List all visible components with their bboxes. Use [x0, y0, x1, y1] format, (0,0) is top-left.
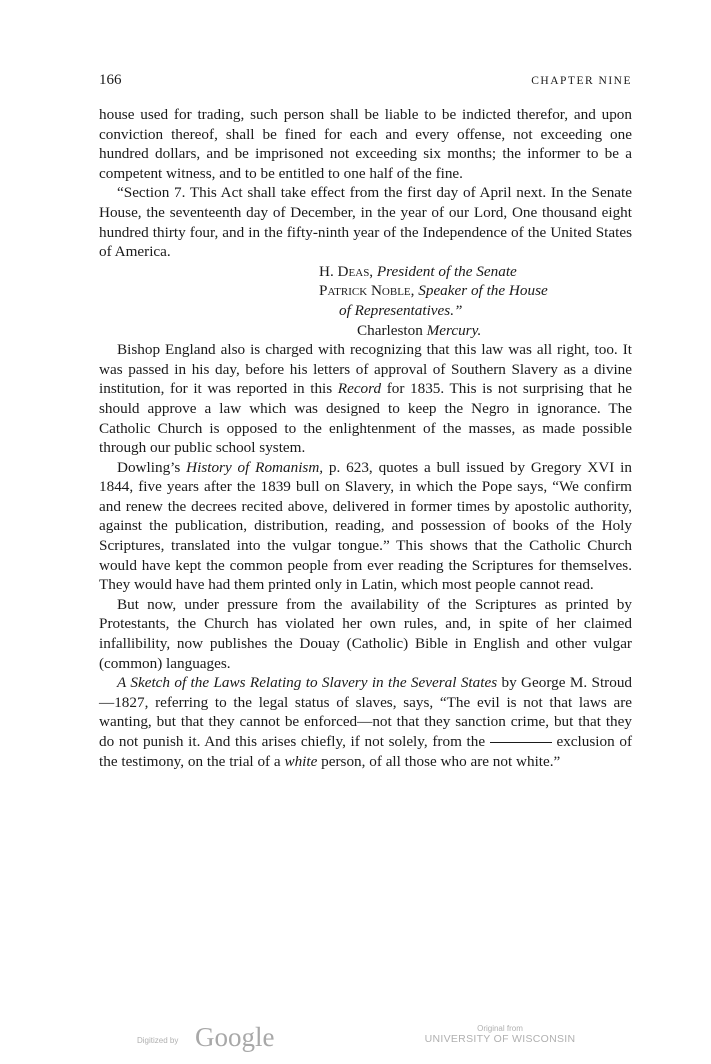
- digitized-by-label: Digitized by: [137, 1036, 179, 1045]
- page-header: [99, 72, 632, 89]
- paragraph-3-text-a: Bishop England also is charged with recognizing that this law was all right, too. It was passed in his day, before his letters of approval of Southern Slavery as a divine institution, for it was reported in this: [99, 341, 632, 398]
- paragraph-2: “Section 7. This Act shall take effect from the first day of April next. In the Senate House, the seventeenth day of December, in the year of our Lord, One thousand eight hundred thirty four, and in the fifty-ninth year of the Independence of the United States of America.: [99, 184, 632, 261]
- running-head: CHAPTER NINE: [531, 75, 632, 87]
- signature-block: [99, 262, 632, 340]
- original-from-label: Original from: [477, 1024, 523, 1033]
- signatory-2-title-cont: of Representatives.”: [339, 301, 463, 319]
- book-page: [99, 72, 632, 771]
- signatory-1-title: President of the Senate: [376, 262, 517, 280]
- source-prefix: Charleston: [357, 321, 427, 339]
- paragraph-4-text-a: Dowling’s: [117, 458, 187, 476]
- signature-line-1: [99, 262, 632, 282]
- blank-rule: [490, 742, 552, 743]
- paragraph-6-text-a: by George M. Stroud—1827, referring to the legal status of slaves, says, “The evil is not that laws are wanting, but that they cannot be enforced—not that they sanction crime, but that they do not punish it. And this arises chiefly, if not solely, from the: [99, 674, 633, 750]
- paragraph-5: But now, under pressure from the availability of the Scriptures as printed by Protestants, the Church has violated her own rules, and, in spite of her claimed infallibility, now publishes the Douay (Catholic) Bible in English and other vulgar (common) languages.: [99, 595, 632, 672]
- paragraph-3-text-b: for 1835. This is not surprising that he should approve a law which was designed to keep the Negro in ignorance. The Catholic Church is opposed to the enlightenment of the masses, as made possible through our public school system.: [99, 380, 632, 457]
- signatory-1-name: H. Deas,: [319, 262, 374, 280]
- body-text: [99, 105, 632, 771]
- digitization-footer: [0, 1022, 711, 1058]
- google-logo: Google: [195, 1022, 275, 1052]
- signature-line-3: [99, 301, 632, 321]
- page-number: 166: [99, 72, 122, 88]
- signatory-2-title: Speaker of the House: [418, 282, 548, 300]
- paragraph-4-text-b: p. 623, quotes a bull issued by Gregory XVI in 1844, five years after the 1839 bull on Slavery, in which the Pope says, “We confirm and renew the decrees recited above, delivered in former times by apostolic authority, against the publication, distribution, reading, and possession of books of the Holy Scriptures, translated into the vulgar tongue.” This shows that the Catholic Church would have kept the common people from ever reading the Scriptures for themselves. They would have had them printed only in Latin, which most people cannot read.: [99, 458, 632, 594]
- signatory-2-name: Patrick Noble,: [319, 282, 415, 300]
- paragraph-4: [99, 458, 632, 595]
- paragraph-6-text-b: exclusion of the testimony, on the trial of a: [99, 733, 633, 770]
- paragraph-6-text-c: person, of all those who are not white.”: [317, 752, 561, 770]
- paragraph-3: [99, 340, 632, 458]
- paragraph-1: house used for trading, such person shall be liable to be indicted therefor, and upon conviction thereof, shall be fined for each and every offense, not exceeding one hundred dollars, and be imprisoned not exceeding six months; the informer to be a competent witness, and to be entitled to one half of the fine.: [99, 106, 632, 182]
- original-source: [420, 1024, 580, 1045]
- source-citation: [99, 321, 632, 341]
- signature-line-2: [99, 281, 632, 301]
- paragraph-6-italic-word: white: [284, 752, 318, 770]
- source-name: Mercury.: [426, 321, 482, 339]
- paragraph-3-italic: Record: [337, 380, 382, 398]
- paragraph-6-italic-title: A Sketch of the Laws Relating to Slavery in the Several States: [117, 674, 498, 692]
- paragraph-4-italic: History of Romanism,: [186, 458, 324, 476]
- paragraph-6: [99, 673, 632, 771]
- institution-name: UNIVERSITY OF WISCONSIN: [424, 1033, 576, 1045]
